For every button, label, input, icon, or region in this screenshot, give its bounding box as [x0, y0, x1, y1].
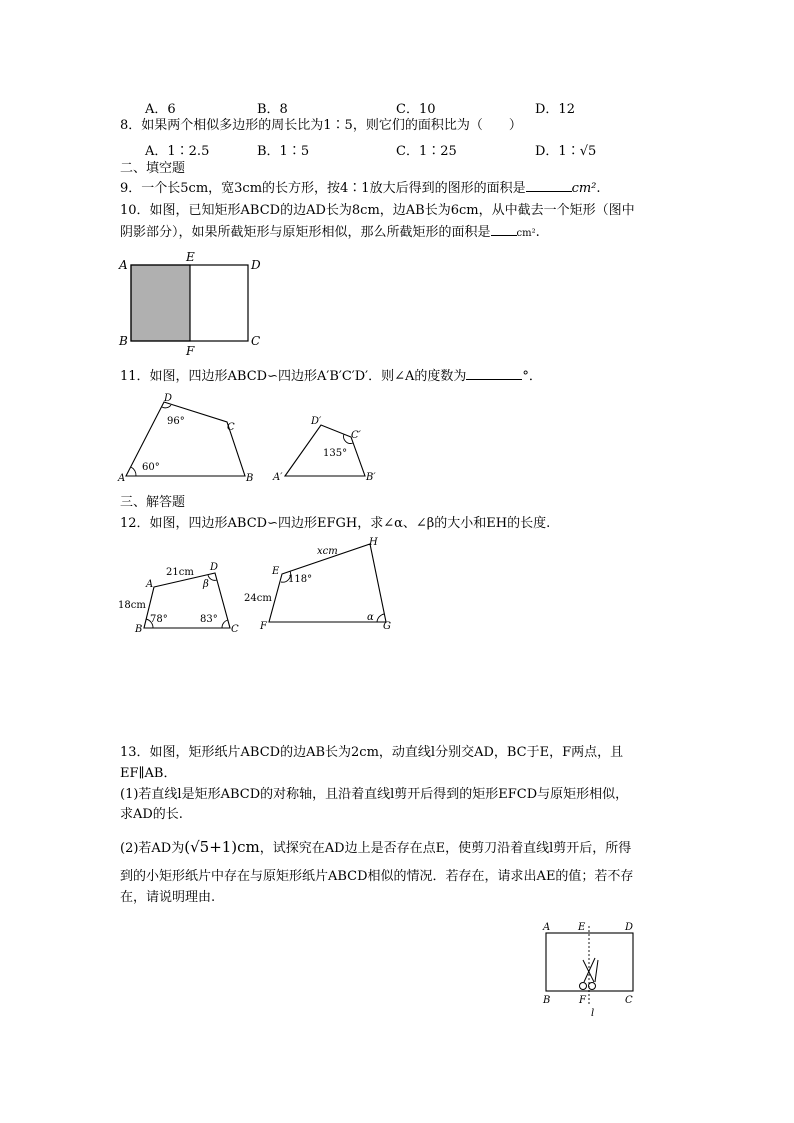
q11-end: °．: [522, 369, 542, 384]
q12-angle-c-arc: [222, 620, 228, 628]
q11-angle-d-value: 96°: [167, 416, 185, 427]
q13-label-b: B: [543, 995, 551, 1006]
q11-angle-a-value: 60°: [142, 462, 160, 473]
q13-rect-abcd: [546, 933, 633, 991]
q13-label-a: A: [543, 922, 551, 933]
q10-line2: [120, 224, 540, 243]
q13-line2: EF∥AB．: [120, 766, 177, 781]
q8-option-c: C．1∶25: [396, 144, 457, 159]
q11-angle-a-arc: [131, 467, 136, 476]
q13-part2-line1: [120, 838, 631, 858]
q10-figure: [115, 250, 275, 360]
q9-stem: [120, 180, 601, 198]
q11-angle-d-arc: [162, 405, 171, 408]
q12-side-ef: 24cm: [244, 593, 272, 604]
q10-label-a: A: [119, 258, 128, 272]
q7-option-b: B．8: [257, 102, 288, 117]
q7-option-c: C．10: [396, 102, 436, 117]
q9-unit: cm²: [571, 181, 597, 196]
q10-label-f: F: [186, 344, 195, 358]
q13-part2-prefix: (2)若AD为: [120, 841, 185, 856]
q10-label-e: E: [186, 250, 195, 264]
q11-angle-c2-value: 135°: [323, 448, 348, 459]
q12-figure: [115, 535, 405, 635]
q10-label-c: C: [251, 334, 261, 348]
q11-label-a2: A′: [273, 472, 283, 483]
q7-option-d: D．12: [535, 102, 575, 117]
q11-answer-blank[interactable]: [466, 379, 522, 380]
q10-label-d: D: [251, 258, 261, 272]
q10-answer-blank[interactable]: [491, 235, 517, 236]
q10-shaded-rect: [131, 265, 190, 341]
q8-option-a: A．1∶2.5: [145, 144, 210, 159]
q12-side-eh: xcm: [317, 546, 338, 557]
q10-line1: 10．如图，已知矩形ABCD的边AD长为8cm，边AB长为6cm，从中截去一个矩形（图中: [120, 203, 635, 218]
q13-part1-line1: (1)若直线l是矩形ABCD的对称轴，且沿着直线l剪开后得到的矩形EFCD与原矩形相似，: [120, 787, 629, 802]
q11-label-c: C: [227, 422, 235, 433]
q12-label-c: C: [231, 624, 239, 635]
q11-label-d2: D′: [311, 416, 322, 427]
q7-option-a: A．6: [145, 102, 176, 117]
q13-label-d: D: [625, 922, 634, 933]
q13-label-e: E: [578, 922, 586, 933]
q11-label-c2: C′: [351, 430, 361, 441]
q11-text: 11．如图，四边形ABCD∽四边形A′B′C′D′．则∠A的度数为: [120, 369, 467, 384]
section-fill-in: 二、填空题: [120, 161, 186, 176]
q9-end: .: [596, 181, 601, 196]
q11-label-b2: B′: [366, 472, 376, 483]
q12-label-b: B: [135, 624, 143, 635]
q12-angle-c-value: 83°: [200, 614, 218, 625]
q11-figure: [115, 390, 385, 490]
q13-label-c: C: [625, 995, 633, 1006]
section-solve: 三、解答题: [120, 495, 186, 510]
q12-stem: 12．如图，四边形ABCD∽四边形EFGH，求∠α、∠β的大小和EH的长度.: [120, 516, 551, 531]
q12-label-d: D: [210, 562, 219, 573]
q11-label-b: B: [246, 473, 254, 484]
q10-text: 阴影部分），如果所截矩形与原矩形相似，那么所截矩形的面积是: [120, 225, 491, 240]
q9-answer-blank[interactable]: [526, 191, 572, 192]
q12-label-h: H: [369, 537, 378, 548]
q12-angle-b-value: 78°: [150, 614, 168, 625]
q13-label-l: l: [591, 1008, 595, 1019]
q13-label-f: F: [579, 995, 586, 1006]
q13-line1: 13．如图，矩形纸片ABCD的边AB长为2cm，动直线l分别交AD，BC于E，F两点，且: [120, 745, 624, 760]
q13-figure: [538, 918, 648, 1020]
q12-label-a: A: [146, 579, 154, 590]
q8-option-d: D．1∶√5: [535, 144, 597, 159]
q13-part2-suffix: ，试探究在AD边上是否存在点E，使剪刀沿着直线l剪开后，所得: [259, 841, 632, 856]
q12-side-ad: 21cm: [166, 567, 194, 578]
q13-part1-line2: 求AD的长.: [120, 807, 183, 822]
q12-side-ab: 18cm: [118, 600, 146, 611]
q11-stem: [120, 368, 542, 386]
q8-stem: 8．如果两个相似多边形的周长比为1∶5，则它们的面积比为（ ）: [120, 118, 522, 133]
q12-label-g: G: [383, 621, 391, 632]
q11-label-a: A: [118, 473, 126, 484]
q10-end: .: [535, 225, 540, 240]
q12-angle-e-value: 118°: [288, 574, 313, 585]
q13-part2-value: (√5+1)cm: [184, 838, 260, 856]
q10-label-b: B: [119, 334, 128, 348]
q12-alpha: α: [367, 612, 374, 623]
q8-option-b: B．1∶5: [257, 144, 310, 159]
q12-label-f: F: [260, 621, 267, 632]
q12-label-e: E: [272, 566, 280, 577]
q13-part2-line2: 到的小矩形纸片中存在与原矩形纸片ABCD相似的情况．若存在，请求出AE的值；若不存: [120, 869, 634, 884]
q11-label-d: D: [164, 393, 173, 404]
q10-unit: cm²: [516, 228, 536, 239]
q13-part2-line3: 在，请说明理由.: [120, 890, 216, 905]
q9-text: 9．一个长5cm，宽3cm的长方形，按4∶1放大后得到的图形的面积是: [120, 181, 526, 196]
q12-beta: β: [203, 579, 209, 590]
